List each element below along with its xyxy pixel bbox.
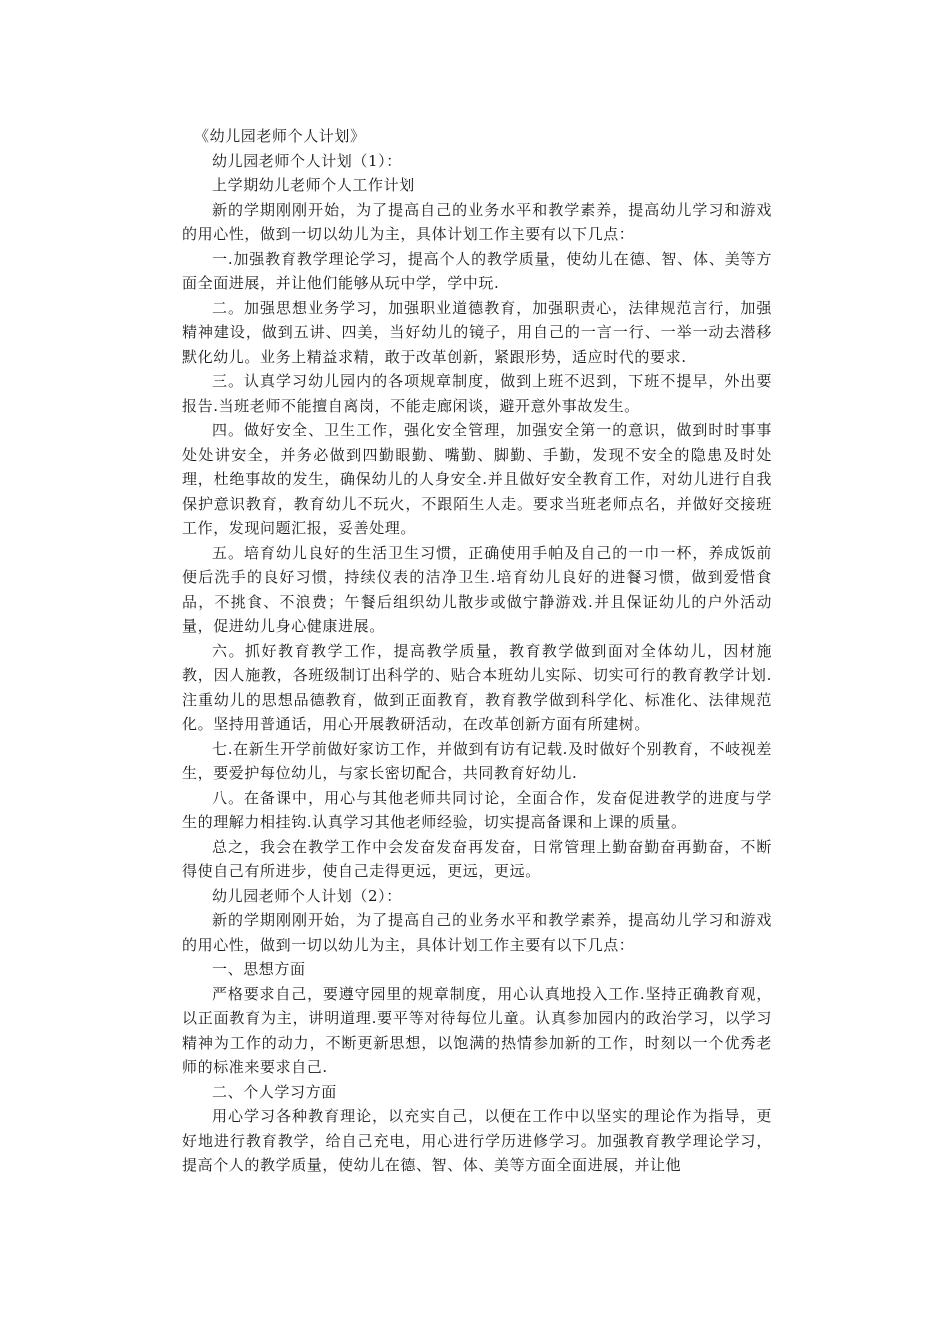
section-1-paragraph: 四。做好安全、卫生工作，强化安全管理，加强安全第一的意识，做到时时事事处处讲安全，并务必做到四勤眼勤、嘴勤、脚勤、手勤，发现不安全的隐患及时处理，杜绝事故的发生，确保幼儿的人身安全.并且做好安全教育工作，对幼儿进行自我保护意识教育，教育幼儿不玩火，不跟陌生人走。要求当班老师点名，并做好交接班工作，发现问题汇报，妥善处理。 (182, 421, 772, 537)
section-2-heading: 幼儿园老师个人计划（2）： (212, 886, 402, 905)
section-1-paragraph: 八。在备课中，用心与其他老师共同讨论，全面合作，发奋促进教学的进度与学生的理解力相挂钩.认真学习其他老师经验，切实提高备课和上课的质量。 (182, 788, 772, 831)
section-1-paragraph: 六。抓好教育教学工作，提高教学质量，教育教学做到面对全体幼儿，因材施教，因人施教，各班级制订出科学的、贴合本班幼儿实际、切实可行的教育教学计划.注重幼儿的思想品德教育，做到正面教育，教育教学做到科学化、标准化、法律规范化。坚持用普通话，用心开展教研活动，在改革创新方面有所建树。 (182, 641, 772, 733)
section-2-paragraph: 严格要求自己，要遵守园里的规章制度，用心认真地投入工作.坚持正确教育观，以正面教育为主，讲明道理.要平等对待每位儿童。认真参加园内的政治学习，以学习精神为工作的动力，不断更新思想，以饱满的热情参加新的工作，时刻以一个优秀老师的标准来要求自己. (182, 984, 772, 1076)
section-1-paragraph: 上学期幼儿老师个人工作计划 (212, 176, 415, 194)
section-2-paragraph: 一、思想方面 (212, 960, 306, 978)
section-1-paragraph: 二。加强思想业务学习，加强职业道德教育，加强职责心，法律规范言行，加强精神建设，做到五讲、四美，当好幼儿的镜子，用自己的一言一行、一举一动去潜移默化幼儿。业务上精益求精，敢于改革创新，紧跟形势，适应时代的要求. (182, 298, 772, 366)
document-title: 《幼儿园老师个人计划》 (194, 127, 366, 145)
section-1-paragraph: 五。培育幼儿良好的生活卫生习惯，正确使用手帕及自己的一巾一杯，养成饭前便后洗手的良好习惯，持续仪表的洁净卫生.培育幼儿良好的进餐习惯，做到爱惜食品，不挑食、不浪费；午餐后组织幼儿散步或做宁静游戏.并且保证幼儿的户外活动量，促进幼儿身心健康进展。 (182, 543, 772, 635)
section-2-paragraph: 新的学期刚刚开始，为了提高自己的业务水平和教学素养，提高幼儿学习和游戏的用心性，做到一切以幼儿为主，具体计划工作主要有以下几点： (182, 911, 772, 954)
section-2-paragraph: 二、个人学习方面 (212, 1082, 337, 1101)
section-2-paragraph: 用心学习各种教育理论，以充实自己，以便在工作中以坚实的理论作为指导，更好地进行教育教学，给自己充电，用心进行学历进修学习。加强教育教学理论学习，提高个人的教学质量，使幼儿在德、智、体、美等方面全面进展，并让他 (182, 1107, 772, 1174)
section-1-paragraph: 三。认真学习幼儿园内的各项规章制度，做到上班不迟到，下班不提早，外出要报告.当班老师不能擅自离岗，不能走廊闲谈，避开意外事故发生。 (182, 372, 772, 415)
section-1-paragraph: 总之，我会在教学工作中会发奋发奋再发奋，日常管理上勤奋勤奋再勤奋，不断得使自己有所进步，使自己走得更远，更远，更远。 (182, 837, 772, 880)
document-page (182, 124, 772, 1178)
section-1-paragraph: 新的学期刚刚开始，为了提高自己的业务水平和教学素养，提高幼儿学习和游戏的用心性，做到一切以幼儿为主，具体计划工作主要有以下几点： (182, 200, 772, 243)
section-1-paragraph: 一.加强教育教学理论学习，提高个人的教学质量，使幼儿在德、智、体、美等方面全面进展，并让他们能够从玩中学，学中玩. (182, 249, 772, 292)
section-1-paragraph: 七.在新生开学前做好家访工作，并做到有访有记载.及时做好个别教育，不岐视差生，要爱护每位幼儿，与家长密切配合，共同教育好幼儿. (182, 739, 772, 782)
section-1-heading: 幼儿园老师个人计划（1）： (212, 151, 402, 170)
